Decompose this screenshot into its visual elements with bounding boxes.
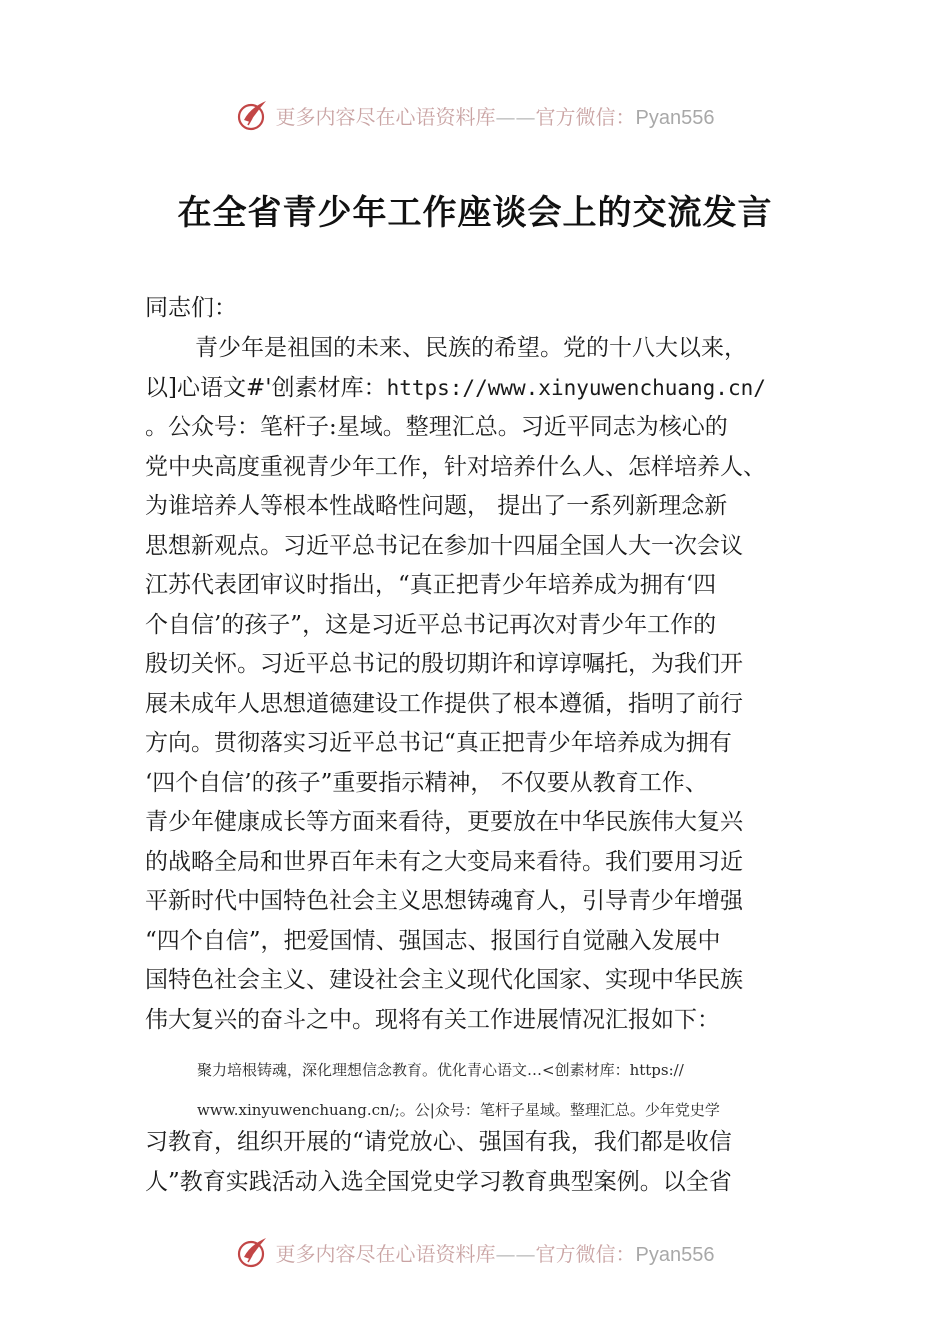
text-line: 思想新观点。习近平总书记在参加十四届全国人大一次会议 xyxy=(145,532,743,559)
banner-site-name: 更多内容尽在心语资料库 xyxy=(275,1241,496,1266)
text-line: 方向。贯彻落实习近平总书记“真正把青少年培养成为拥有 xyxy=(145,730,732,756)
banner-dash: —— xyxy=(495,104,536,129)
text-line: 国特色社会主义、建设社会主义现代化国家、实现中华民族 xyxy=(145,967,743,993)
banner-site-name: 更多内容尽在心语资料库 xyxy=(275,104,496,129)
document-title: 在全省青少年工作座谈会上的交流发言 xyxy=(177,193,773,233)
banner-wechat-id: Pyan556 xyxy=(635,106,715,129)
text-line: 伟大复兴的奋斗之中。现将有关工作进展情况汇报如下： xyxy=(145,1006,720,1033)
text-line: 青少年是祖国的未来、民族的希望。党的十八大以来， xyxy=(195,335,747,361)
text-line: 展未成年人思想道德建设工作提供了根本遵循，指明了前行 xyxy=(145,690,743,717)
text-line: ‘四个自信’的孩子”重要指示精神， 不仅要从教育工作、 xyxy=(145,769,708,796)
text-line: 的战略全局和世界百年未有之大变局来看待。我们要用习近 xyxy=(145,848,743,875)
text-line: 人”教育实践活动入选全国党史学习教育典型案例。以全省 xyxy=(145,1168,732,1195)
text-line: 平新时代中国特色社会主义思想铸魂育人，引导青少年增强 xyxy=(145,888,743,914)
banner-wechat-label: 官方微信： xyxy=(535,104,636,129)
text-line xyxy=(145,369,820,409)
banner-dash: —— xyxy=(495,1241,536,1266)
banner-text xyxy=(276,101,715,130)
banner-wechat-label: 官方微信： xyxy=(535,1241,636,1266)
text-line-url: https://www.xinyuwenchuang.cn/ xyxy=(386,375,766,400)
note-line: 聚力培根铸魂，深化理想信念教育。优化青心语文…<创素材库：https:// xyxy=(197,1061,684,1079)
text-line: 为谁培养人等根本性战略性问题， 提出了一系列新理念新 xyxy=(145,493,728,519)
text-line: 个自信’的孩子”，这是习近平总书记再次对青少年工作的 xyxy=(145,611,717,638)
text-line: 青少年健康成长等方面来看待，更要放在中华民族伟大复兴 xyxy=(145,809,743,835)
banner-text xyxy=(276,1238,715,1267)
text-line: “四个自信”，把爱国情、强国志、报国行自觉融入发展中 xyxy=(145,927,721,954)
note-line: www.xinyuwenchuang.cn/;。公|众号：笔杆子星域。整理汇总。少年党史学 xyxy=(197,1101,720,1119)
text-line: 。公众号：笔杆子:星域。整理汇总。习近平同志为核心的 xyxy=(145,414,728,440)
footer-banner xyxy=(0,1232,950,1272)
text-line: 江苏代表团审议时指出，“真正把青少年培养成为拥有‘四 xyxy=(145,572,717,598)
salutation: 同志们： xyxy=(145,295,237,321)
paragraph-main xyxy=(145,329,820,1040)
quill-logo-icon xyxy=(236,1235,270,1269)
text-line: 殷切关怀。习近平总书记的殷切期许和谆谆嘱托，为我们开 xyxy=(145,651,743,677)
quill-logo-icon xyxy=(236,98,270,132)
text-line: 习教育，组织开展的“请党放心、强国有我，我们都是收信 xyxy=(145,1129,732,1155)
banner-wechat-id: Pyan556 xyxy=(635,1243,715,1266)
text-line: 党中央高度重视青少年工作，针对培养什么人、怎样培养人、 xyxy=(145,453,766,480)
header-banner xyxy=(0,95,950,135)
paragraph-continued xyxy=(145,1123,820,1202)
text-line-part: 以]心语文#'创素材库： xyxy=(145,374,387,401)
